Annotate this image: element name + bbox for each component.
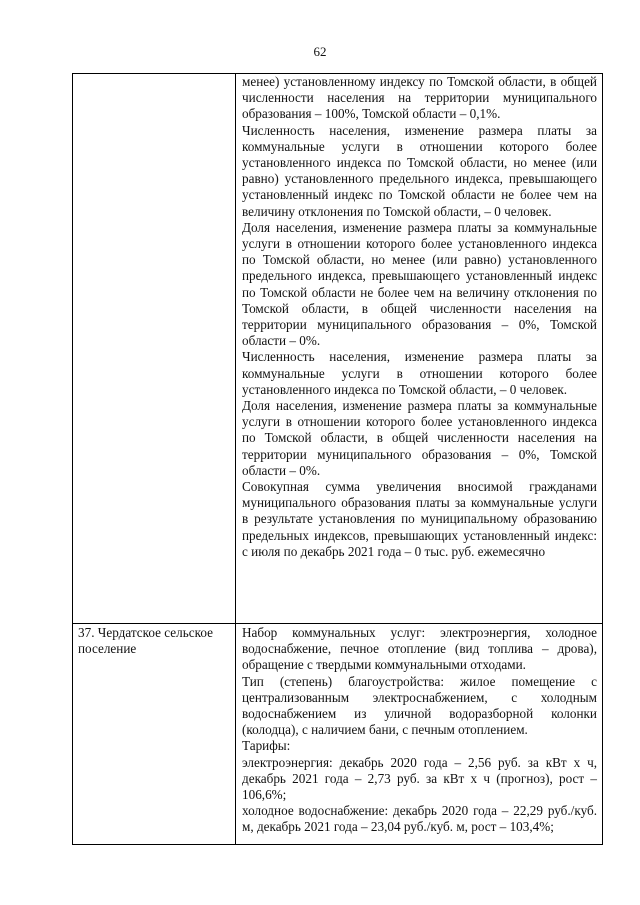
paragraph: Численность населения, изменение размера платы за коммунальные услуги в отношении которого более установленного индекса по Томской области, но менее (или равно) установленного предельного индекса, превышающего установленный индекс по Томской области не более чем на величину отклонения по Томской области, – 0 человек. [242, 122, 597, 219]
document-table [72, 73, 603, 845]
paragraph: Доля населения, изменение размера платы за коммунальные услуги в отношении которого более установленного индекса по Томской области, в общей численности населения на территории муниципального образования – 0%, Томской области – 0%. [242, 398, 597, 478]
paragraph: менее) установленному индексу по Томской области, в общей численности населения на территории муниципального образования – 100%, Томской области – 0,1%. [242, 74, 597, 122]
municipality-cell: 37. Чердатское сельское поселение [73, 624, 236, 845]
paragraph: Тарифы: [242, 738, 291, 754]
table-row [73, 623, 602, 845]
municipality-cell [73, 74, 236, 623]
page-number: 62 [313, 44, 327, 59]
description-cell [236, 74, 602, 623]
paragraph: Набор коммунальных услуг: электроэнергия, холодное водоснабжение, печное отопление (вид топлива – дрова), обращение с твердыми коммунальными отходами. [242, 625, 597, 673]
paragraph: Тип (степень) благоустройства: жилое помещение с централизованным электроснабжением, с холодным водоснабжением из уличной водоразборной колонки (колодца), с наличием бани, с печным отоплением. [242, 673, 597, 738]
paragraph: холодное водоснабжение: декабрь 2020 года – 22,29 руб./куб. м, декабрь 2021 года – 23,04 руб./куб. м, рост – 103,4%; [242, 803, 597, 835]
paragraph: Совокупная сумма увеличения вносимой гражданами муниципального образования платы за коммунальные услуги в результате установления по муниципальному образованию предельных индексов, превышающих установленный индекс: с июля по декабрь 2021 года – 0 тыс. руб. ежемесячно [242, 479, 597, 559]
description-cell [236, 624, 602, 845]
paragraph: электроэнергия: декабрь 2020 года – 2,56 руб. за кВт х ч, декабрь 2021 года – 2,73 руб. за кВт х ч (прогноз), рост – 106,6%; [242, 754, 597, 803]
table-row [73, 74, 602, 623]
paragraph: Численность населения, изменение размера платы за коммунальные услуги в отношении которого более установленного индекса по Томской области, – 0 человек. [242, 349, 597, 397]
paragraph: Доля населения, изменение размера платы за коммунальные услуги в отношении которого более установленного индекса по Томской области, но менее (или равно) установленного предельного индекса, превышающего установленный индекс по Томской области не более чем на величину отклонения по Томской области, в общей численности населения на территории муниципального образования – 0%, Томской области – 0%. [242, 219, 597, 349]
